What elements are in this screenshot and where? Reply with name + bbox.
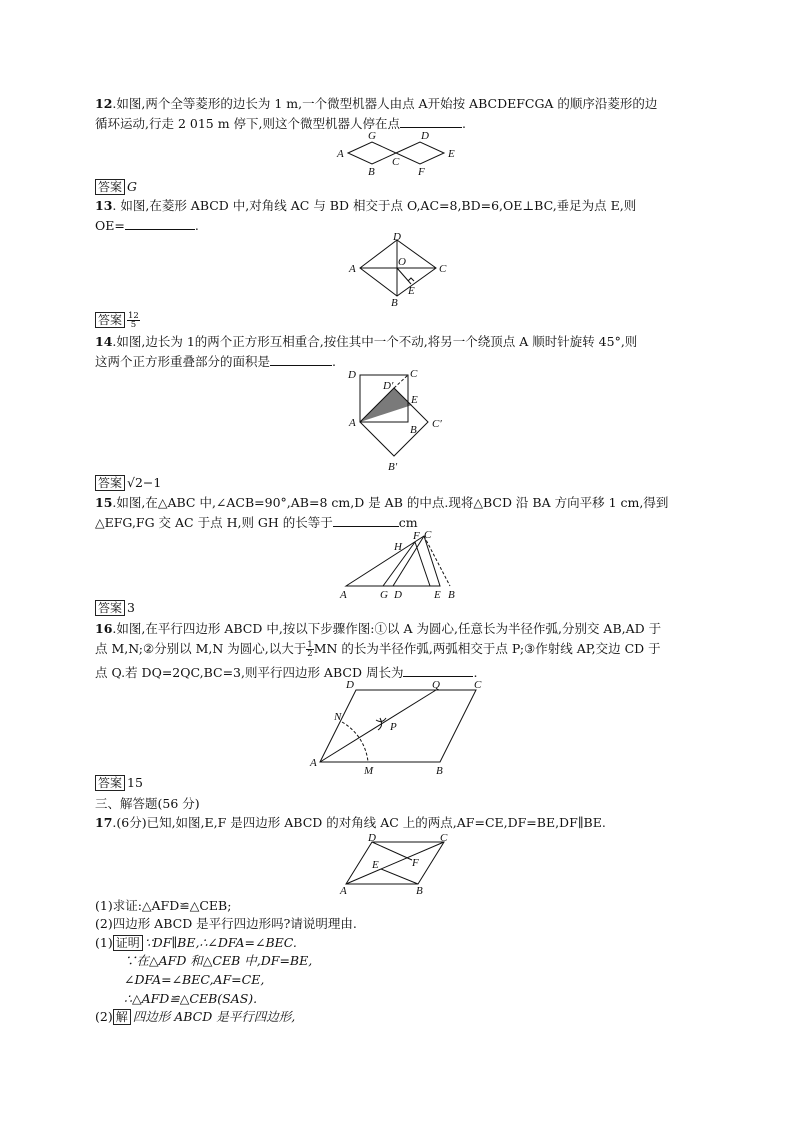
q12-label-b: B xyxy=(368,166,375,178)
q14-label-a: A xyxy=(349,417,356,429)
q13-answer-blank xyxy=(125,217,195,230)
q14-label-b-prime: B′ xyxy=(388,461,398,473)
q14-figure xyxy=(340,365,460,477)
q16-label-b: B xyxy=(436,765,443,777)
q13-line2: OE= . xyxy=(95,218,199,233)
q17-proof-line2: ∵在△AFD 和△CEB 中,DF=BE, xyxy=(124,953,313,968)
q13-text1: . 如图,在菱形 ABCD 中,对角线 AC 与 BD 相交于点 O,AC=8,BD=6,OE⊥BC,垂足为点 E,则 xyxy=(112,198,637,213)
q16-fraction-numerator: 1 xyxy=(307,640,313,650)
q17-diagonal-ac xyxy=(346,842,444,884)
q16-text3: 点 Q.若 DQ=2QC,BC=3,则平行四边形 ABCD 周长为 xyxy=(95,665,404,680)
q14-answer-value: √2−1 xyxy=(127,475,162,490)
q15-answer xyxy=(95,600,135,616)
q12-answer-value: G xyxy=(127,179,138,194)
q13-label-a: A xyxy=(349,263,356,275)
q13-answer-fraction xyxy=(127,312,140,329)
q16-figure xyxy=(308,678,508,778)
q16-label-d: D xyxy=(346,679,354,691)
q16-text2a: 点 M,N;②分别以 M,N 为圆心,以大于 xyxy=(95,641,307,656)
q17-proof-label: 证明 xyxy=(113,935,143,951)
q16-label-m: M xyxy=(364,765,374,777)
q14-label-c: C xyxy=(410,368,418,380)
q17-part2: (2)四边形 ABCD 是平行四边形吗?请说明理由. xyxy=(95,916,357,931)
q15-text1: .如图,在△ABC 中,∠ACB=90°,AB=8 cm,D 是 AB 的中点.现将△BCD 沿 BA 方向平移 1 cm,得到 xyxy=(112,495,669,510)
q14-label-e: E xyxy=(411,394,418,406)
q12-label-e: E xyxy=(448,148,455,160)
q16-answer xyxy=(95,775,143,791)
q13-label-b: B xyxy=(391,297,398,309)
q13-right-angle-mark xyxy=(408,278,414,281)
q15-answer-blank xyxy=(333,514,399,527)
q15-label-b: B xyxy=(448,589,455,601)
q13-label-d: D xyxy=(393,232,401,243)
q17-solution-label: 解 xyxy=(113,1009,131,1025)
q17-label-d: D xyxy=(368,832,376,844)
q14-label-b: B xyxy=(410,424,417,436)
q15-label-d: D xyxy=(394,589,402,601)
q13-label-c: C xyxy=(439,263,447,275)
q17-line1 xyxy=(95,815,606,831)
q12-answer-label: 答案 xyxy=(95,179,125,195)
q15-unit: cm xyxy=(398,515,418,530)
q12-line2: 循环运动,行走 2 015 m 停下,则这个微型机器人停在点 . xyxy=(95,116,466,131)
q14-answer-label: 答案 xyxy=(95,475,125,491)
q12-rhombus-right xyxy=(396,142,444,164)
q12-number: 12 xyxy=(95,96,113,111)
section-3-heading: 三、解答题(56 分) xyxy=(95,796,200,811)
q17-segment-df xyxy=(372,842,412,860)
q12-answer xyxy=(95,179,137,195)
q16-number: 16 xyxy=(95,621,113,636)
q13-number: 13 xyxy=(95,198,113,213)
q15-label-f: F xyxy=(413,530,420,542)
q13-label-e: E xyxy=(408,285,415,297)
q17-part1: (1)求证:△AFD≌△CEB; xyxy=(95,898,232,913)
q17-figure xyxy=(336,830,460,896)
q14-label-d-prime: D′ xyxy=(383,380,394,392)
q17-text1: .(6分)已知,如图,E,F 是四边形 ABCD 的对角线 AC 上的两点,AF=CE,DF=BE,DF∥BE. xyxy=(112,815,606,830)
q15-answer-value: 3 xyxy=(127,600,135,615)
q14-label-d: D xyxy=(348,369,356,381)
q17-proof-line3: ∠DFA=∠BEC,AF=CE, xyxy=(124,972,265,987)
q15-figure xyxy=(338,528,468,602)
q16-text2b: MN 的长为半径作弧,两弧相交于点 P;③作射线 AP,交边 CD 于 xyxy=(313,641,661,656)
q16-answer-label: 答案 xyxy=(95,775,125,791)
q17-proof-header xyxy=(95,935,297,951)
q14-overlap-shaded xyxy=(360,388,412,422)
q17-solution-line1: 四边形 ABCD 是平行四边形, xyxy=(132,1009,296,1024)
q16-fraction xyxy=(306,641,313,658)
q17-proof-line4: ∴△AFD≌△CEB(SAS). xyxy=(124,991,258,1006)
q17-solution-prefix: (2) xyxy=(95,1009,113,1024)
q17-segment-eb xyxy=(381,869,418,884)
q14-answer-blank xyxy=(270,353,332,366)
q17-label-a: A xyxy=(340,885,347,896)
q16-answer-value: 15 xyxy=(127,775,143,790)
q17-number: 17 xyxy=(95,815,113,830)
q12-text1: .如图,两个全等菱形的边长为 1 m,一个微型机器人由点 A开始按 ABCDEFCGA 的顺序沿菱形的边 xyxy=(112,96,658,111)
q13-figure xyxy=(340,232,460,310)
q13-answer-numerator: 12 xyxy=(128,311,139,321)
q13-text2: OE= xyxy=(95,218,125,233)
q15-answer-label: 答案 xyxy=(95,600,125,616)
q17-proof-line1: ∵DF∥BE,∴∠DFA=∠BEC. xyxy=(144,935,297,950)
q16-answer-blank xyxy=(403,664,473,677)
q16-label-p: P xyxy=(390,721,397,733)
q17-proof-prefix: (1) xyxy=(95,935,113,950)
q14-number: 14 xyxy=(95,334,113,349)
q12-rhombus-left xyxy=(348,142,396,164)
q12-label-g: G xyxy=(368,130,376,142)
q16-ray-ap xyxy=(320,690,436,762)
q15-label-c: C xyxy=(424,529,432,541)
q12-line1 xyxy=(95,96,657,112)
q12-label-c: C xyxy=(392,156,400,168)
q17-label-c: C xyxy=(440,832,448,844)
q16-text1: .如图,在平行四边形 ABCD 中,按以下步骤作图:①以 A 为圆心,任意长为半径作弧,分别交 AB,AD 于 xyxy=(112,621,662,636)
q15-label-a: A xyxy=(340,589,347,601)
q14-dashed-edge xyxy=(394,375,408,388)
q14-label-c-prime: C′ xyxy=(432,418,442,430)
q16-line3: 点 Q.若 DQ=2QC,BC=3,则平行四边形 ABCD 周长为 . xyxy=(95,665,478,680)
q16-dashed-arc xyxy=(342,722,368,762)
q17-label-f: F xyxy=(412,857,419,869)
q13-answer-denominator: 5 xyxy=(130,320,137,330)
q12-label-a: A xyxy=(337,148,344,160)
q16-parallelogram xyxy=(320,690,476,762)
q15-label-h: H xyxy=(394,541,402,553)
q16-label-a: A xyxy=(310,757,317,769)
q12-label-d: D xyxy=(421,130,429,142)
q17-label-b: B xyxy=(416,885,423,896)
q16-fraction-denominator: 2 xyxy=(307,649,313,659)
q12-label-f: F xyxy=(418,166,425,178)
q15-number: 15 xyxy=(95,495,113,510)
q14-text2: 这两个正方形重叠部分的面积是 xyxy=(95,354,271,369)
q17-solution-header xyxy=(95,1009,295,1025)
q14-line1 xyxy=(95,334,637,350)
q16-label-n: N xyxy=(334,711,342,723)
q15-label-e: E xyxy=(434,589,441,601)
q15-label-g: G xyxy=(380,589,388,601)
q13-answer-label: 答案 xyxy=(95,312,125,328)
q17-label-e: E xyxy=(372,859,379,871)
q16-line2 xyxy=(95,641,661,658)
q16-line1 xyxy=(95,621,661,637)
q16-label-q: Q xyxy=(432,679,440,691)
q12-figure xyxy=(330,128,470,180)
q14-line2: 这两个正方形重叠部分的面积是 . xyxy=(95,354,336,369)
q12-text2: 循环运动,行走 2 015 m 停下,则这个微型机器人停在点 xyxy=(95,116,401,131)
q13-line1 xyxy=(95,198,636,214)
q15-text2: △EFG,FG 交 AC 于点 H,则 GH 的长等于 xyxy=(95,515,333,530)
q13-label-o: O xyxy=(398,256,406,268)
q15-line1 xyxy=(95,495,668,511)
q16-label-c: C xyxy=(474,679,482,691)
q14-answer xyxy=(95,475,161,491)
q13-answer xyxy=(95,312,140,329)
q15-triangle-abc xyxy=(346,536,440,586)
q13-perpendicular-oe xyxy=(397,268,411,284)
q12-answer-blank xyxy=(400,115,462,128)
q14-text1: .如图,边长为 1的两个正方形互相重合,按住其中一个不动,将另一个绕顶点 A 顺时针旋转 45°,则 xyxy=(112,334,638,349)
